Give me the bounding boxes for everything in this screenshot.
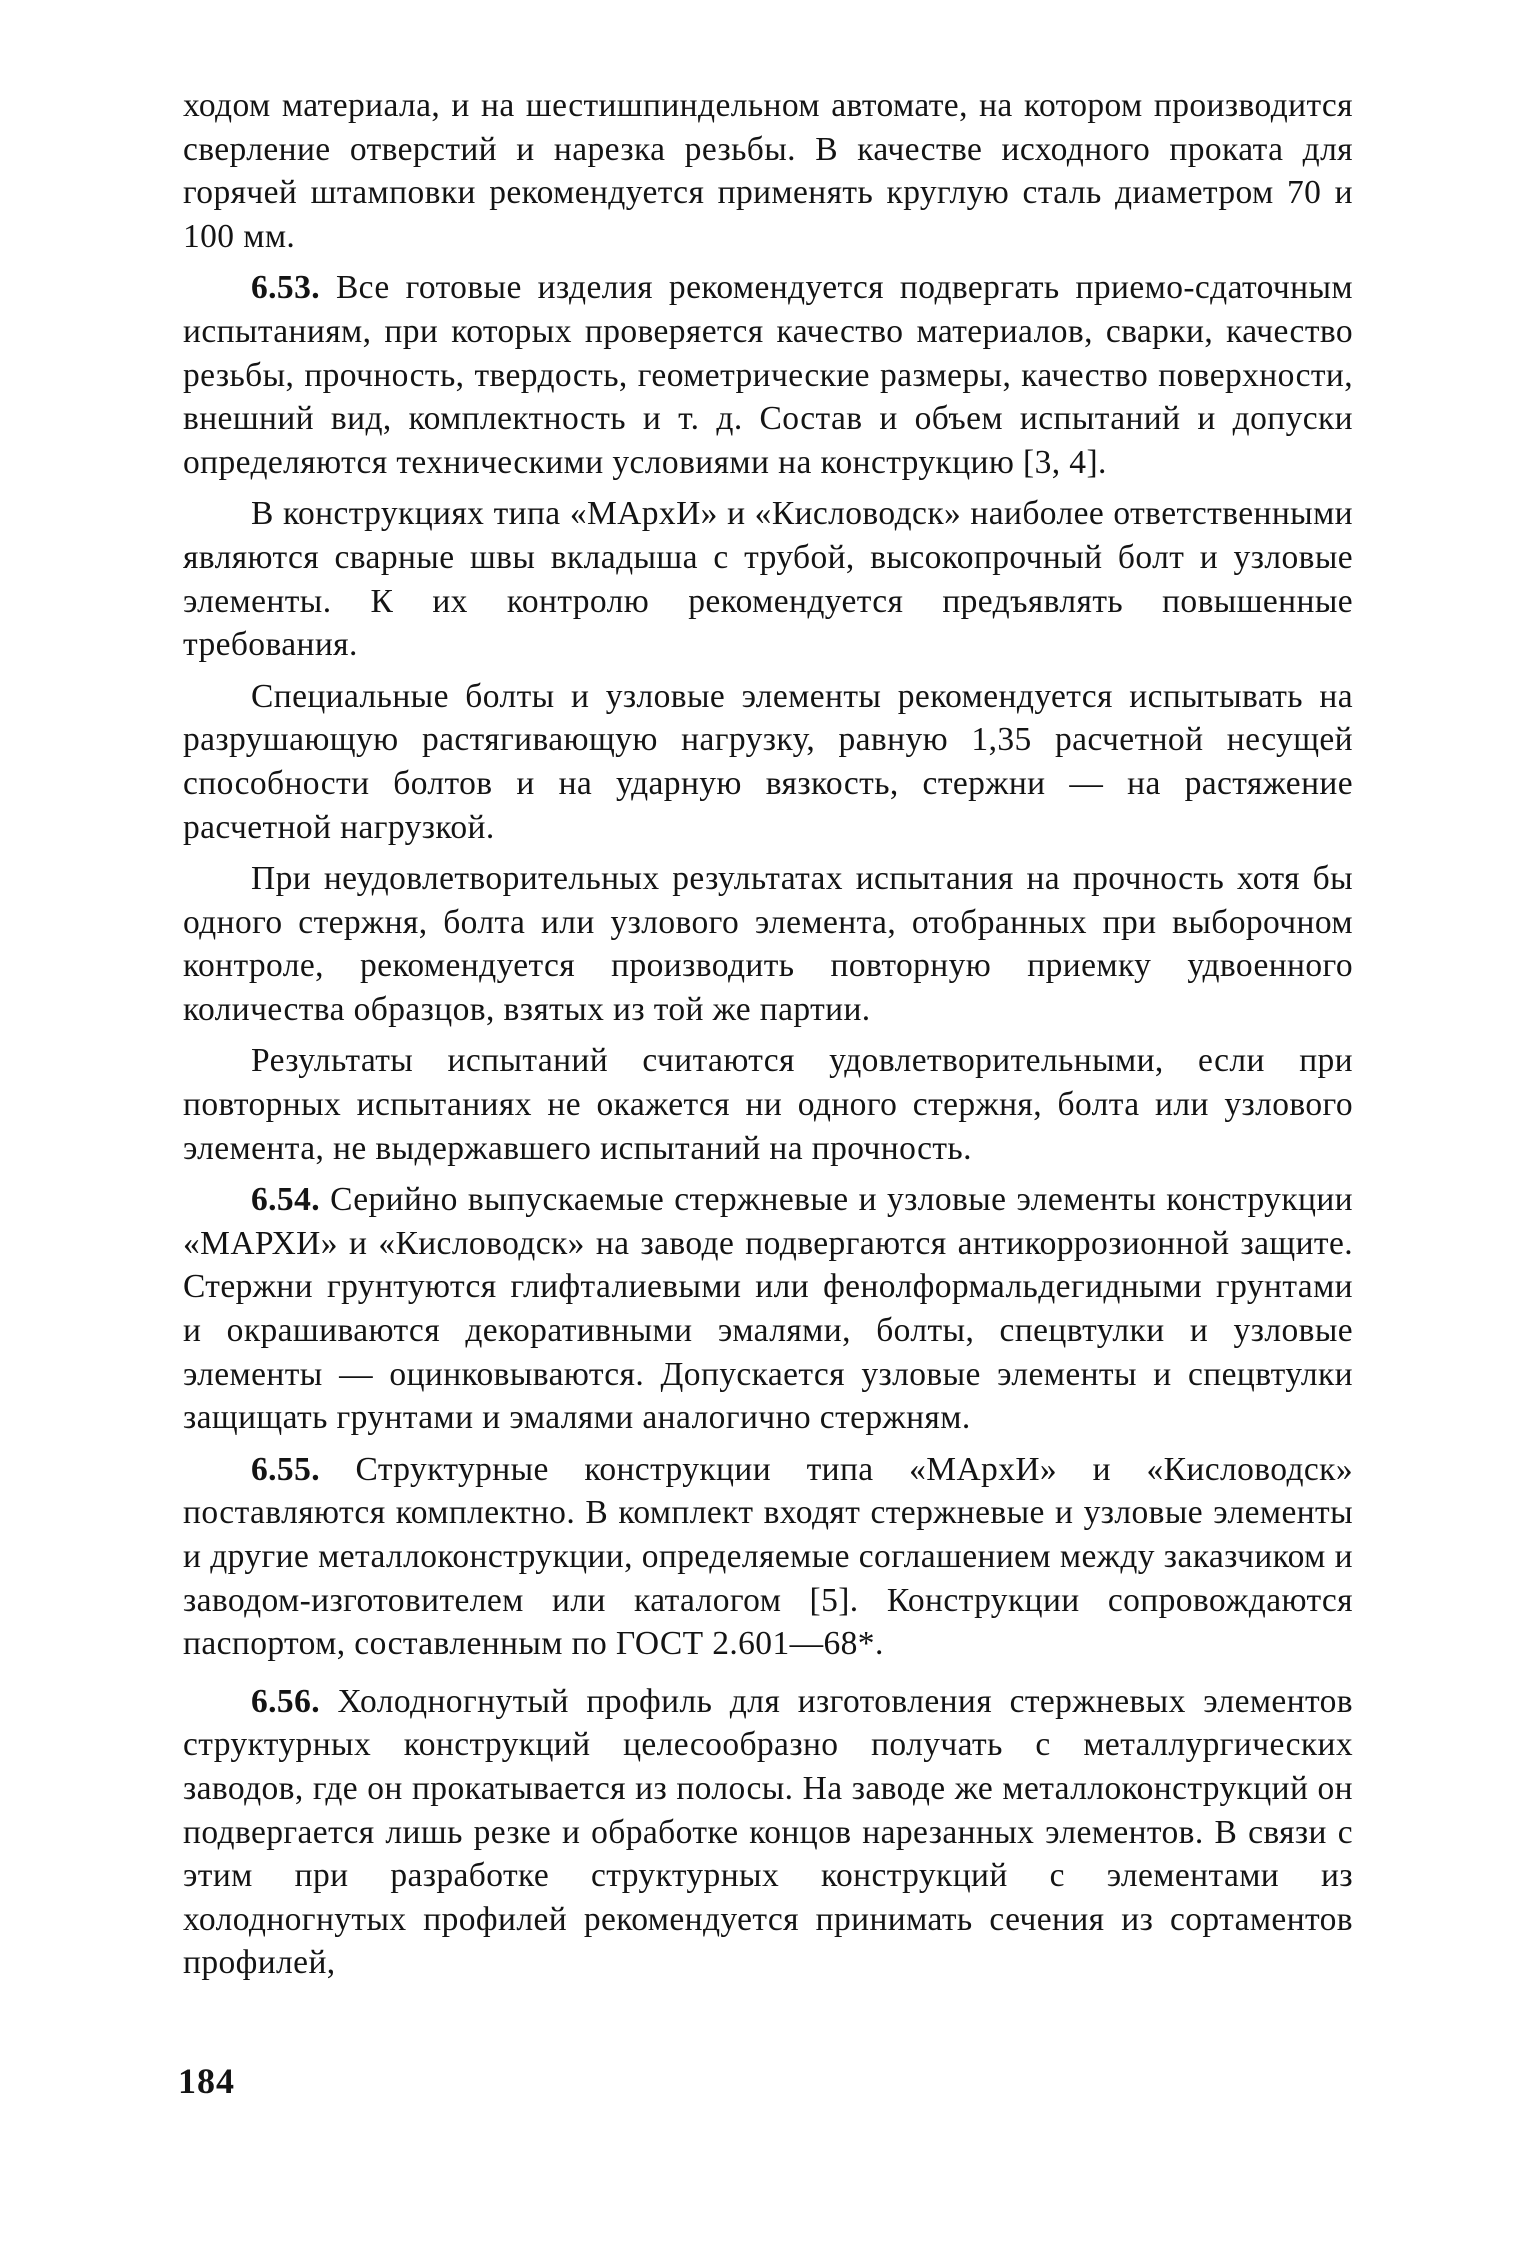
paragraph-continuation — [183, 84, 1353, 258]
paragraph-text: Холодногнутый профиль для изготовления стержневых элементов структурных конструкций целесообразно получать с металлургических заводов, где он прокатывается из полосы. На заводе же металлоконструкций он подвергается лишь резке и обработке концов нарезанных элементов. В связи с этим при разработке структурных конструкций с элементами из холодногнутых профилей рекомендуется принимать сечения из сортаментов профилей, — [183, 1682, 1353, 1982]
paragraph-special-bolts — [183, 675, 1353, 849]
paragraph-test-results — [183, 1039, 1353, 1170]
section-number: 6.54. — [251, 1181, 320, 1219]
paragraph-text: Специальные болты и узловые элементы рекомендуется испытывать на разрушающую растягивающую нагрузку, равную 1,35 расчетной несущей способности болтов и на ударную вязкость, стержни — на растяжение расчетной нагрузкой. — [183, 677, 1353, 846]
paragraph-6-56 — [183, 1680, 1353, 1985]
paragraph-text: ходом материала, и на шестишпиндельном автомате, на котором производится сверление отверстий и нарезка резьбы. В качестве исходного проката для горячей штамповки рекомендуется применять круглую сталь диаметром 70 и 100 мм. — [183, 87, 1353, 255]
paragraph-text: Серийно выпускаемые стержневые и узловые элементы конструкции «МАРХИ» и «Кисловодск» на заводе подвергаются антикоррозионной защите. Стержни грунтуются глифталиевыми или фенолформальдегидными грунтами и окрашиваются декоративными эмалями, болты, спецвтулки и узловые элементы — оцинковываются. Допускается узловые элементы и спецвтулки защищать грунтами и эмалями аналогично стержням. — [183, 1181, 1353, 1437]
paragraph-text: В конструкциях типа «МАрхИ» и «Кисловодск» наиболее ответственными являются сварные швы вкладыша с трубой, высокопрочный болт и узловые элементы. К их контролю рекомендуется предъявлять повышенные требования. — [183, 495, 1353, 664]
paragraph-marhi-kislovodsk — [183, 492, 1353, 666]
paragraph-text: Структурные конструкции типа «МАрхИ» и «Кисловодск» поставляются комплектно. В комплект входят стержневые и узловые элементы и другие металлоконструкции, определяемые соглашением между заказчиком и заводом-изготовителем или каталогом [5]. Конструкции сопровождаются паспортом, составленным по ГОСТ 2.601—68*. — [183, 1450, 1353, 1663]
section-number: 6.55. — [251, 1450, 320, 1488]
paragraph-text: Все готовые изделия рекомендуется подвергать приемо-сдаточным испытаниям, при которых проверяется качество материалов, сварки, качество резьбы, прочность, твердость, геометрические размеры, качество поверхности, внешний вид, комплектность и т. д. Состав и объем испытаний и допуски определяются техническими условиями на конструкцию [3, 4]. — [183, 269, 1353, 481]
section-number: 6.53. — [251, 269, 320, 307]
paragraph-text: Результаты испытаний считаются удовлетворительными, если при повторных испытаниях не окажется ни одного стержня, болта или узлового элемента, не выдержавшего испытаний на прочность. — [183, 1042, 1353, 1167]
text-column — [183, 84, 1353, 1985]
paragraph-6-54 — [183, 1178, 1353, 1440]
paragraph-6-53 — [183, 266, 1353, 484]
paragraph-6-55 — [183, 1448, 1353, 1666]
page-number: 184 — [178, 2061, 235, 2101]
section-number: 6.56. — [251, 1682, 320, 1720]
paragraph-unsatisfactory-results — [183, 857, 1353, 1031]
paragraph-text: При неудовлетворительных результатах испытания на прочность хотя бы одного стержня, болта или узлового элемента, отобранных при выборочном контроле, рекомендуется производить повторную приемку удвоенного количества образцов, взятых из той же партии. — [183, 860, 1353, 1028]
